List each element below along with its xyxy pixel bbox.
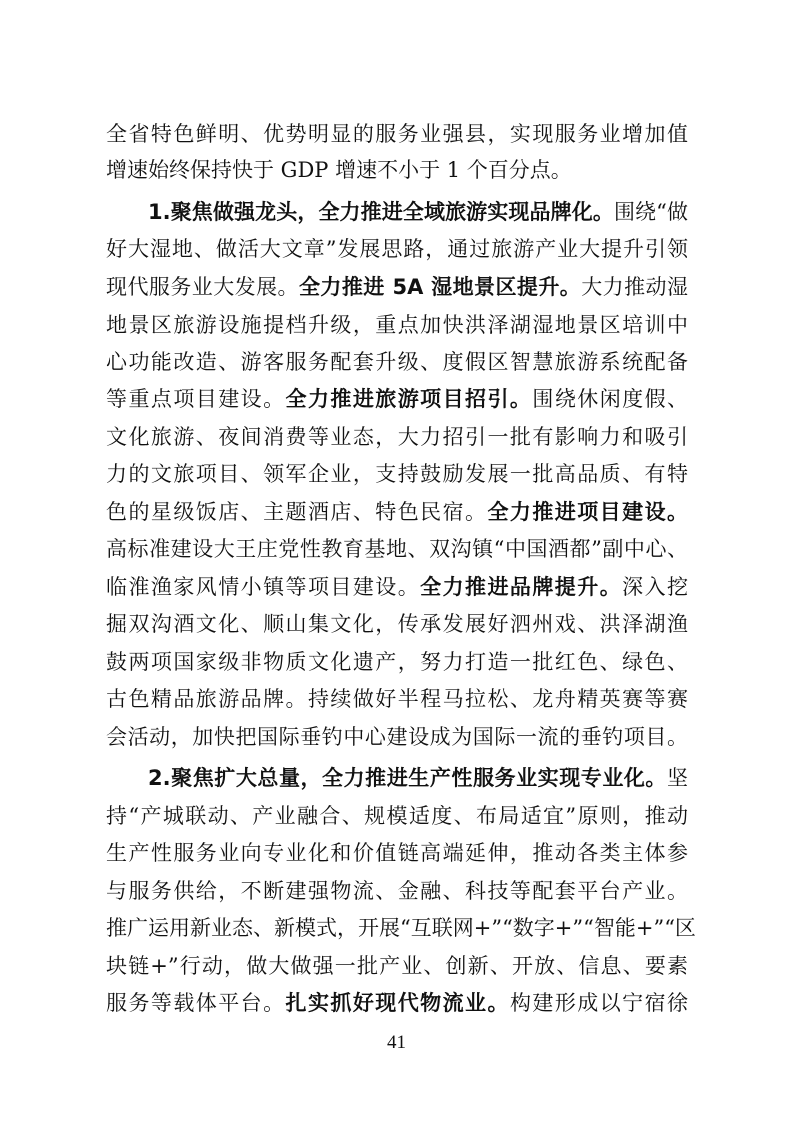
- bold-heading-segment: 全力推进项目建设。: [487, 500, 689, 524]
- text-segment: 古色精品旅游品牌。持续做好半程马拉松、龙舟精英赛等赛: [106, 687, 688, 711]
- text-line: [106, 533, 688, 565]
- text-segment: 会活动，加快把国际垂钓中心建设成为国际一流的垂钓项目。: [106, 725, 688, 749]
- text-segment: 力的文旅项目、领军企业，支持鼓励发展一批高品质、有特: [106, 462, 688, 486]
- bold-heading-segment: 全力推进 5A 湿地景区提升。: [298, 275, 582, 299]
- text-line: [106, 875, 688, 907]
- text-segment: 现代服务业大发展。: [106, 275, 299, 299]
- text-line: [106, 154, 688, 186]
- text-segment: 生产性服务业向专业化和价值链高端延伸，推动各类主体参: [106, 841, 688, 865]
- text-segment: 持“产城联动、产业融合、规模适度、布局适宜”原则，推动: [106, 804, 688, 828]
- text-segment: 临淮渔家风情小镇等项目建设。: [106, 575, 421, 599]
- text-line: [106, 383, 688, 415]
- bold-heading-segment: 全力推进旅游项目招引。: [285, 387, 533, 411]
- bold-heading-segment: 扎实抓好现代物流业。: [285, 991, 510, 1015]
- text-segment: 与服务供给，不断建强物流、金融、科技等配套平台产业。: [106, 879, 688, 903]
- text-line: [106, 950, 688, 982]
- text-segment: 推广运用新业态、新模式，开展“互联网+”“数字+”“智能+”“区: [106, 916, 696, 940]
- text-segment: 坚: [667, 766, 688, 790]
- text-segment: 增速始终保持快于 GDP 增速不小于 1 个百分点。: [106, 158, 572, 182]
- text-line: [106, 571, 688, 603]
- text-line: [106, 421, 688, 453]
- text-segment: 好大湿地、做活大文章”发展思路，通过旅游产业大提升引领: [106, 237, 688, 261]
- text-segment: 高标准建设大王庄党性教育基地、双沟镇“中国酒都”副中心、: [106, 537, 688, 561]
- text-segment: 心功能改造、游客服务配套升级、度假区智慧旅游系统配备: [106, 350, 688, 374]
- text-segment: 构建形成以宁宿徐: [509, 991, 689, 1015]
- text-segment: 文化旅游、夜间消费等业态，大力招引一批有影响力和吸引: [106, 425, 688, 449]
- text-line: [106, 608, 688, 640]
- text-segment: 等重点项目建设。: [106, 387, 286, 411]
- text-segment: 围绕休闲度假、: [532, 387, 689, 411]
- text-line: [106, 987, 688, 1019]
- text-line: [106, 309, 688, 341]
- text-line: [106, 346, 688, 378]
- text-line: [106, 837, 688, 869]
- text-segment: 掘双沟酒文化、顺山集文化，传承发展好泗州戏、洪泽湖渔: [106, 612, 688, 636]
- text-segment: 鼓两项国家级非物质文化遗产，努力打造一批红色、绿色、: [106, 650, 688, 674]
- text-segment: 深入挖: [622, 575, 689, 599]
- text-segment: 服务等载体平台。: [106, 991, 286, 1015]
- text-line: [106, 721, 688, 753]
- bold-heading-segment: 2.聚焦扩大总量，全力推进生产性服务业实现专业化。: [148, 766, 667, 790]
- text-line: [106, 271, 688, 303]
- text-segment: 大力推动湿: [581, 275, 689, 299]
- text-line: [106, 683, 688, 715]
- page-number: 41: [387, 1032, 406, 1053]
- text-segment: 全省特色鲜明、优势明显的服务业强县，实现服务业增加值: [106, 122, 688, 146]
- text-line: [106, 118, 688, 150]
- text-line: [106, 458, 688, 490]
- bold-heading-segment: 1.聚焦做强龙头，全力推进全域旅游实现品牌化。: [148, 200, 614, 224]
- text-line: [148, 762, 688, 794]
- text-segment: 围绕“做: [613, 200, 688, 224]
- text-line: [148, 196, 688, 228]
- text-segment: 块链+”行动，做大做强一批产业、创新、开放、信息、要素: [106, 954, 688, 978]
- text-line: [106, 646, 688, 678]
- bold-heading-segment: 全力推进品牌提升。: [420, 575, 623, 599]
- text-line: [106, 233, 688, 265]
- text-line: [106, 912, 696, 944]
- text-line: [106, 496, 688, 528]
- text-segment: 色的星级饭店、主题酒店、特色民宿。: [106, 500, 488, 524]
- text-segment: 地景区旅游设施提档升级，重点加快洪泽湖湿地景区培训中: [106, 313, 688, 337]
- text-line: [106, 800, 688, 832]
